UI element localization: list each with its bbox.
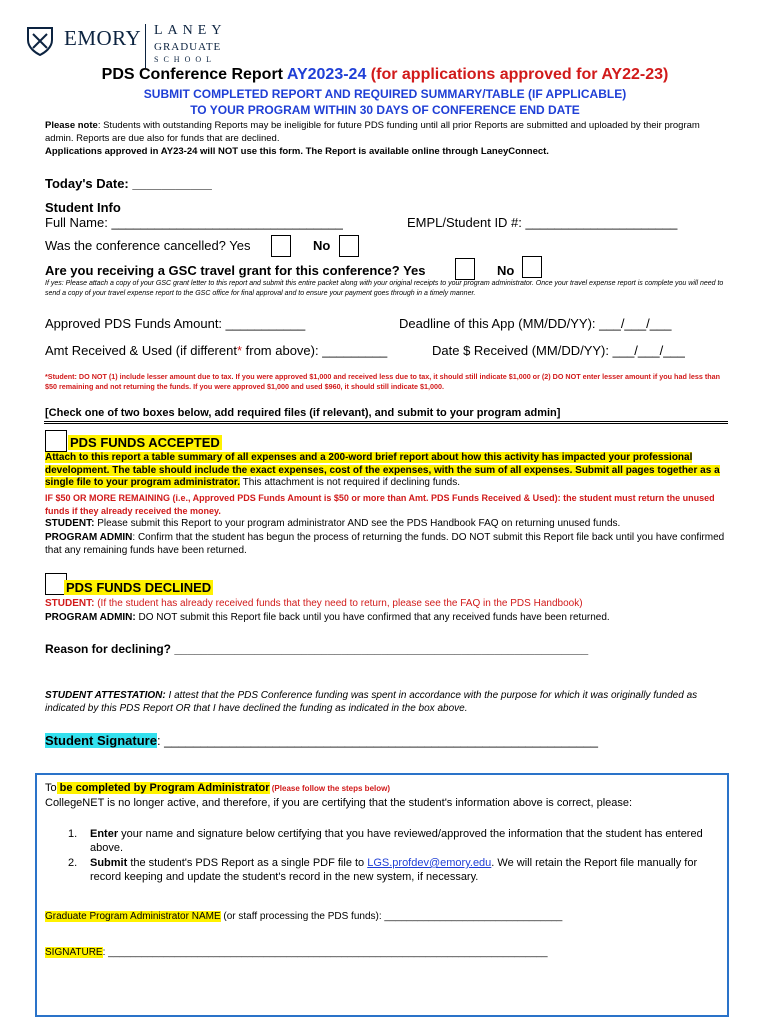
admin-step-2: 2. Submit the student's PDS Report as a single PDF file to LGS.profdev@emory.edu. We will retain the Report file manually for record keeping and update the student's record in the new system, if necessary. bbox=[68, 857, 698, 883]
check-instructions: [Check one of two boxes below, add required files (if relevant), and submit to your program admin] bbox=[45, 407, 561, 419]
divider bbox=[44, 423, 728, 424]
funds-accepted-heading: PDS FUNDS ACCEPTED bbox=[70, 435, 220, 450]
full-name-field[interactable]: Full Name: ________________________________ bbox=[45, 215, 343, 230]
logo-divider bbox=[145, 24, 146, 68]
page-title: PDS Conference Report AY2023-24 (for applications approved for AY22-23) bbox=[101, 66, 669, 83]
program-admin-box bbox=[35, 773, 729, 1017]
funds-accepted-instructions: Attach to this report a table summary of all expenses and a 200-word brief report about how this activity has impacted your professional development. The table should include the exact expenses, cost of the expenses, with the sum of all expenses. Submit all pages together as a single file to your program administrator. This attachment is not required if declining funds. bbox=[45, 452, 720, 488]
accepted-admin-instruction: PROGRAM ADMIN: Confirm that the student has begun the process of returning the funds. DO NOT submit this Report file back until you have confirmed that any remaining funds have been returned. bbox=[45, 532, 725, 556]
student-signature-field[interactable]: Student Signature: ____________________________________________________________ bbox=[45, 733, 598, 748]
gsc-no-label: No bbox=[497, 263, 515, 278]
funds-remaining-warning: IF $50 OR MORE REMAINING (i.e., Approved PDS Funds Amount is $50 or more than Amt. PDS Funds Received & Used): the student must return the unused funds if they already received the money. bbox=[45, 493, 715, 516]
reason-declining-field[interactable]: Reason for declining? ______________________________________________________________ bbox=[45, 642, 589, 656]
funds-accepted-checkbox[interactable] bbox=[45, 430, 67, 452]
cancelled-no-checkbox[interactable] bbox=[339, 235, 359, 257]
subtitle-2: TO YOUR PROGRAM WITHIN 30 DAYS OF CONFERENCE END DATE bbox=[190, 103, 580, 117]
date-received-field[interactable]: Date $ Received (MM/DD/YY): ___/___/___ bbox=[432, 343, 685, 358]
gsc-yes-checkbox[interactable] bbox=[455, 258, 475, 280]
divider bbox=[44, 421, 728, 422]
admin-step-1: 1. Enter your name and signature below certifying that you have reviewed/approved the information that the student has entered above. bbox=[68, 828, 703, 854]
email-link[interactable]: LGS.profdev@emory.edu bbox=[367, 857, 492, 869]
approved-amount-field[interactable]: Approved PDS Funds Amount: ___________ bbox=[45, 316, 306, 331]
funds-declined-heading: PDS FUNDS DECLINED bbox=[66, 580, 212, 595]
gsc-question: Are you receiving a GSC travel grant for this conference? Yes bbox=[45, 263, 426, 278]
accepted-student-instruction: STUDENT: Please submit this Report to your program administrator AND see the PDS Handbook FAQ on returning unused funds. bbox=[45, 518, 621, 529]
student-amount-note: *Student: DO NOT (1) include lesser amount due to tax. If you were approved $1,000 and received less due to tax, it should still indicate $1,000 or (2) DO NOT enter lesser amount if you had less than $50 remaining and not returning the funds. If you were approved $1,000 and used $960, it should still indicate $1,000. bbox=[45, 372, 720, 391]
student-info-heading: Student Info bbox=[45, 200, 121, 215]
admin-signature-field[interactable]: SIGNATURE: _______________________________________________________________________________ bbox=[45, 947, 548, 958]
please-note: Please note: Students with outstanding Reports may be ineligible for future PDS funding until all prior Reports are submitted and uploaded by their program admin. Reports are due also for funds that are declined. Applications approved in AY23-24 will NOT use this form. The Report is available online through LaneyConnect. bbox=[45, 120, 700, 157]
subtitle-1: SUBMIT COMPLETED REPORT AND REQUIRED SUMMARY/TABLE (IF APPLICABLE) bbox=[143, 87, 627, 101]
admin-name-field[interactable]: Graduate Program Administrator NAME (or staff processing the PDS funds): ________________________________ bbox=[45, 911, 563, 922]
declined-student-instruction: STUDENT: (If the student has already received funds that they need to return, please see the FAQ in the PDS Handbook) bbox=[45, 598, 583, 609]
deadline-field[interactable]: Deadline of this App (MM/DD/YY): ___/___/___ bbox=[399, 316, 672, 331]
admin-box-heading: To be completed by Program Administrator (Please follow the steps below) bbox=[45, 782, 391, 794]
empl-id-field[interactable]: EMPL/Student ID #: _____________________ bbox=[407, 215, 678, 230]
student-attestation: STUDENT ATTESTATION: I attest that the PDS Conference funding was spent in accordance with the purpose for which it was originally funded as indicated by this PDS Report OR that I have declined the funding as indicated in the box above. bbox=[45, 690, 698, 714]
declined-admin-instruction: PROGRAM ADMIN: DO NOT submit this Report file back until you have confirmed that any received funds have been returned. bbox=[45, 612, 610, 623]
logo-laney: LANEY GRADUATE SCHOOL bbox=[154, 23, 227, 64]
emory-shield-icon bbox=[26, 26, 54, 59]
todays-date-field[interactable]: Today's Date: ___________ bbox=[45, 176, 212, 191]
gsc-no-checkbox[interactable] bbox=[522, 256, 542, 278]
amount-received-field[interactable]: Amt Received & Used (if different* from above): _________ bbox=[45, 343, 388, 358]
gsc-note: If yes: Please attach a copy of your GSC grant letter to this report and submit this entire packet along with your original receipts to your program administrator. Once your travel expense report is complete you will need to send a copy of your travel expense report to the GSC office for final approval and to ensure your payment goes through in a timely manner. bbox=[45, 280, 724, 297]
cancelled-yes-checkbox[interactable] bbox=[271, 235, 291, 257]
logo-emory: EMORY bbox=[64, 26, 142, 50]
cancelled-no-label: No bbox=[313, 238, 331, 253]
cancelled-question: Was the conference cancelled? Yes bbox=[45, 238, 251, 253]
admin-intro: CollegeNET is no longer active, and therefore, if you are certifying that the student's information above is correct, please: bbox=[45, 797, 633, 809]
